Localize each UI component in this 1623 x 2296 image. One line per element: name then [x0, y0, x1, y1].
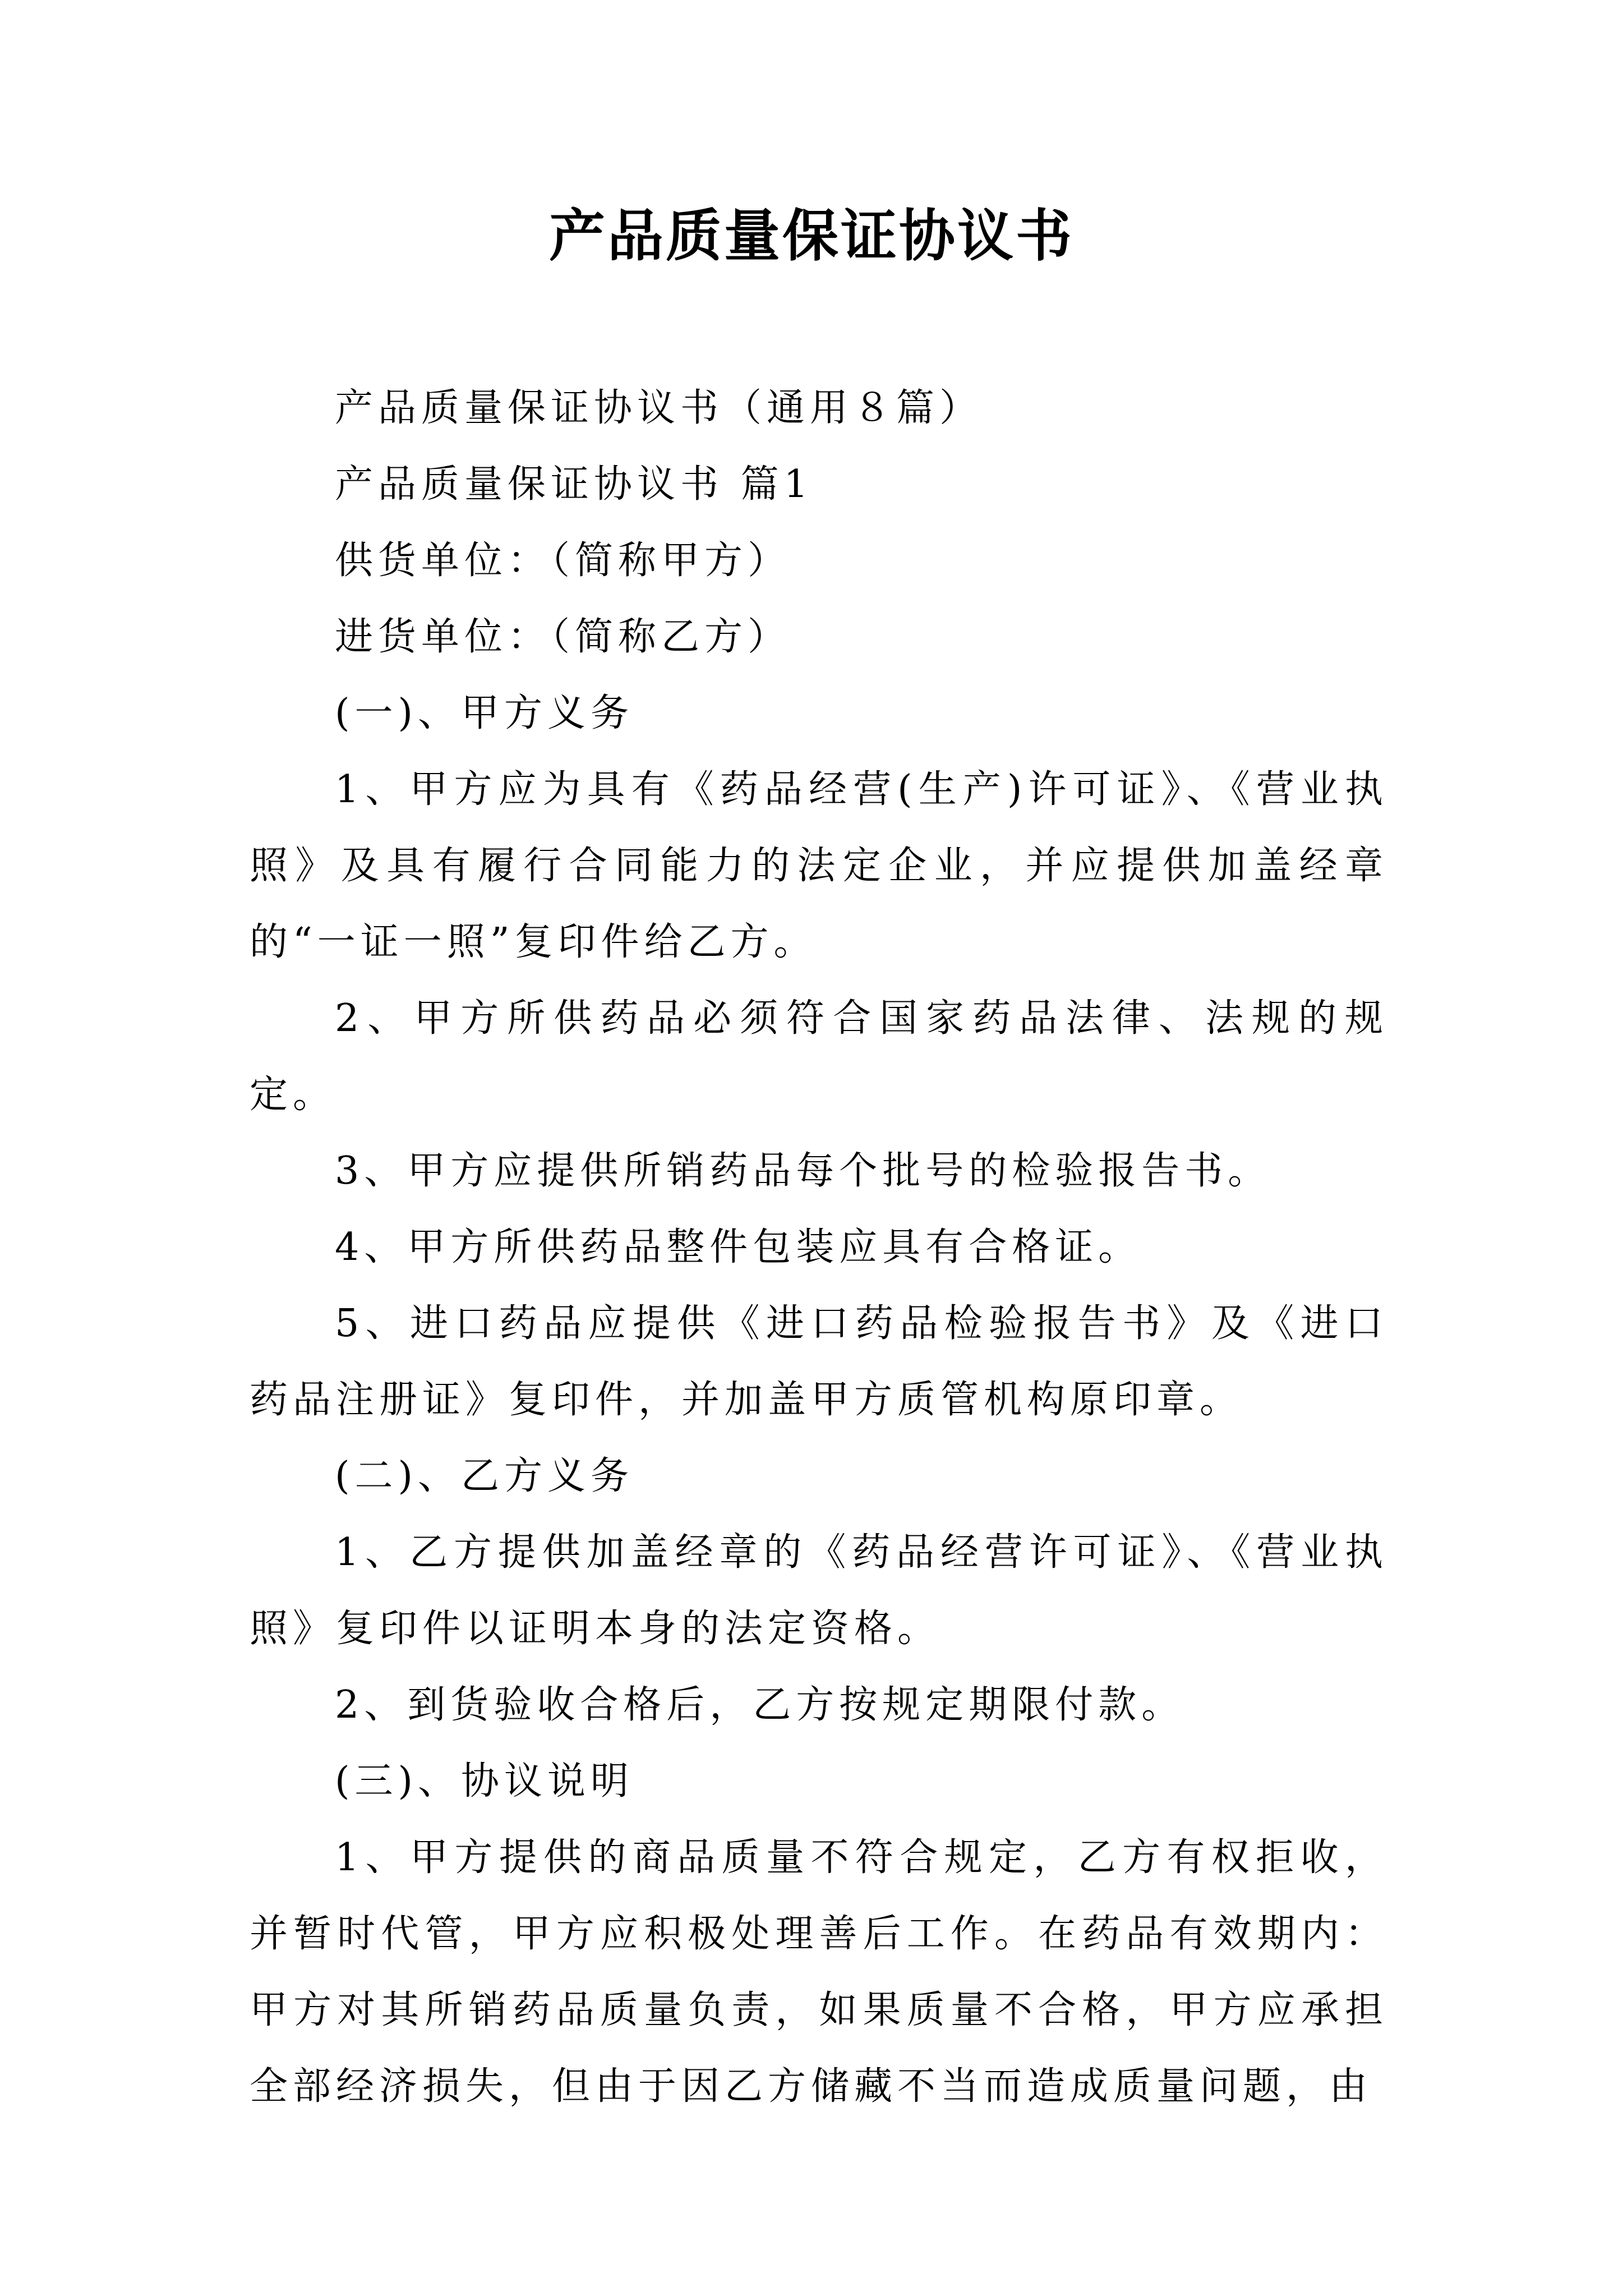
paragraph-party-a-item-2: 2、甲方所供药品必须符合国家药品法律、法规的规定。: [250, 996, 1388, 1117]
paragraph-section-heading: 产品质量保证协议书 篇1: [335, 462, 813, 507]
paragraph-party-a-heading: (一)、甲方义务: [335, 691, 634, 735]
paragraph-party-a-item-4: 4、甲方所供药品整件包装应具有合格证。: [335, 1225, 1142, 1269]
document-title: 产品质量保证协议书: [549, 203, 1074, 269]
paragraph-subtitle: 产品质量保证协议书（通用８篇）: [335, 386, 983, 430]
paragraph-agreement-heading: (三)、协议说明: [335, 1759, 634, 1803]
paragraph-party-a-item-5: 5、进口药品应提供《进口药品检验报告书》及《进口药品注册证》复印件，并加盖甲方质管机构原印章。: [250, 1301, 1388, 1422]
paragraph-purchaser: 进货单位：（简称乙方）: [335, 615, 791, 659]
paragraph-party-b-item-2: 2、到货验收合格后，乙方按规定期限付款。: [335, 1683, 1185, 1727]
paragraph-party-b-heading: (二)、乙方义务: [335, 1454, 634, 1498]
paragraph-party-a-item-3: 3、甲方应提供所销药品每个批号的检验报告书。: [335, 1149, 1271, 1193]
paragraph-party-a-item-1: 1、甲方应为具有《药品经营(生产)许可证》、《营业执照》及具有履行合同能力的法定企业，并应提供加盖经章的“一证一照”复印件给乙方。: [250, 767, 1388, 964]
paragraph-supplier: 供货单位：（简称甲方）: [335, 539, 791, 583]
paragraph-party-b-item-1: 1、乙方提供加盖经章的《药品经营许可证》、《营业执照》复印件以证明本身的法定资格。: [250, 1530, 1388, 1651]
document-body: [250, 370, 1388, 2125]
paragraph-agreement-item-1: 1、甲方提供的商品质量不符合规定，乙方有权拒收，并暂时代管，甲方应积极处理善后工作。在药品有效期内：甲方对其所销药品质量负责，如果质量不合格，甲方应承担全部经济损失，但由于因乙方储藏不当而造成质量问题，由: [250, 1835, 1388, 2109]
